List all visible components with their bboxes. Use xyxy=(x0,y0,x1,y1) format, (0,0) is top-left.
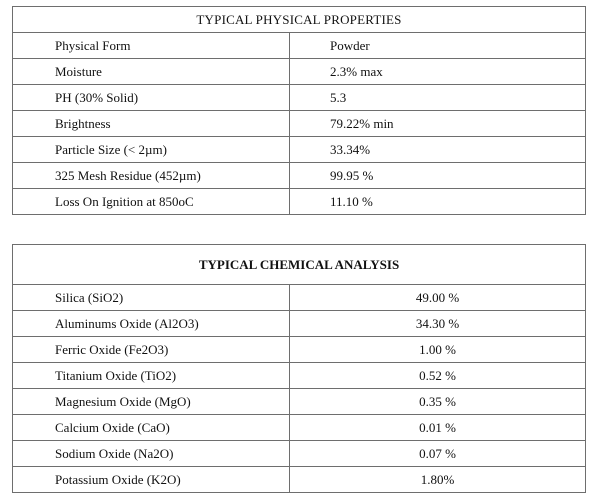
table-row xyxy=(13,285,586,311)
chemical-analysis-title: TYPICAL CHEMICAL ANALYSIS xyxy=(13,245,586,285)
compound-label: Aluminums Oxide (Al2O3) xyxy=(13,311,290,337)
property-value: 33.34% xyxy=(290,137,586,163)
compound-value: 0.07 % xyxy=(290,441,586,467)
chemical-analysis-table xyxy=(12,244,586,493)
property-value: 11.10 % xyxy=(290,189,586,215)
table-row xyxy=(13,189,586,215)
compound-value: 1.00 % xyxy=(290,337,586,363)
property-label: Moisture xyxy=(13,59,290,85)
table-row xyxy=(13,33,586,59)
property-label: Physical Form xyxy=(13,33,290,59)
property-value: Powder xyxy=(290,33,586,59)
table-row xyxy=(13,163,586,189)
table-title-row xyxy=(13,245,586,285)
compound-label: Ferric Oxide (Fe2O3) xyxy=(13,337,290,363)
property-label: PH (30% Solid) xyxy=(13,85,290,111)
compound-value: 0.52 % xyxy=(290,363,586,389)
table-row xyxy=(13,415,586,441)
property-label: Brightness xyxy=(13,111,290,137)
physical-properties-table xyxy=(12,6,586,215)
table-row xyxy=(13,441,586,467)
property-label: Loss On Ignition at 850oC xyxy=(13,189,290,215)
table-row xyxy=(13,389,586,415)
compound-label: Silica (SiO2) xyxy=(13,285,290,311)
table-row xyxy=(13,137,586,163)
compound-label: Titanium Oxide (TiO2) xyxy=(13,363,290,389)
compound-value: 49.00 % xyxy=(290,285,586,311)
compound-label: Potassium Oxide (K2O) xyxy=(13,467,290,493)
table-row xyxy=(13,111,586,137)
compound-label: Sodium Oxide (Na2O) xyxy=(13,441,290,467)
table-row xyxy=(13,85,586,111)
property-value: 2.3% max xyxy=(290,59,586,85)
property-value: 99.95 % xyxy=(290,163,586,189)
compound-value: 0.35 % xyxy=(290,389,586,415)
physical-properties-title: TYPICAL PHYSICAL PROPERTIES xyxy=(13,7,586,33)
property-value: 79.22% min xyxy=(290,111,586,137)
table-title-row xyxy=(13,7,586,33)
property-label: Particle Size (< 2µm) xyxy=(13,137,290,163)
compound-label: Magnesium Oxide (MgO) xyxy=(13,389,290,415)
compound-label: Calcium Oxide (CaO) xyxy=(13,415,290,441)
compound-value: 1.80% xyxy=(290,467,586,493)
table-row xyxy=(13,311,586,337)
table-row xyxy=(13,467,586,493)
compound-value: 0.01 % xyxy=(290,415,586,441)
property-value: 5.3 xyxy=(290,85,586,111)
property-label: 325 Mesh Residue (452µm) xyxy=(13,163,290,189)
compound-value: 34.30 % xyxy=(290,311,586,337)
table-row xyxy=(13,59,586,85)
table-row xyxy=(13,337,586,363)
table-row xyxy=(13,363,586,389)
